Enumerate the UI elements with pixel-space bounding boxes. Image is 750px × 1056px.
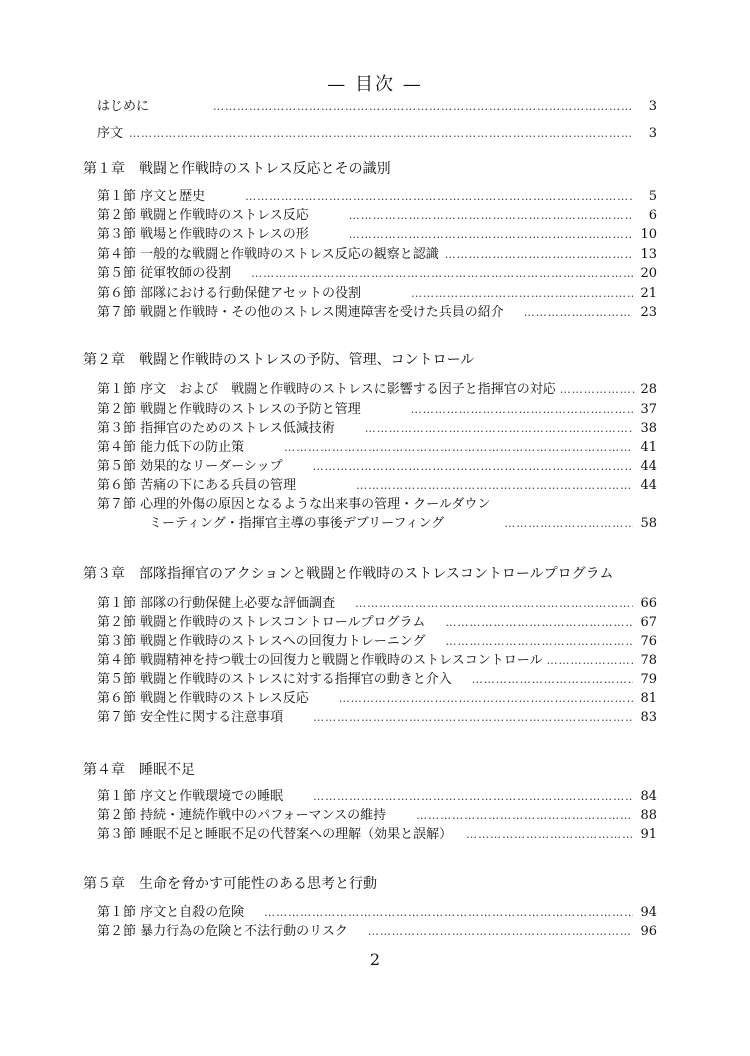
leader-dots [546,651,635,671]
toc-entry-page: 58 [640,516,657,531]
toc-entry-page: 5 [648,189,657,204]
toc-entry-label: 第２節 暴力行為の危険と不法行動のリスク [97,924,348,939]
chapter-heading[interactable]: 第１章 戦闘と作戦時のストレス反応とその識別 [83,161,391,177]
toc-entry-page: 91 [640,827,657,842]
toc-entry[interactable] [97,225,657,245]
page-number: 2 [369,950,381,969]
toc-entry[interactable] [97,903,657,923]
toc-entry-label: 第６節 部隊における行動保健アセットの役割 [97,286,362,301]
toc-entry-page: 66 [640,596,657,611]
leader-dots [264,903,633,923]
toc-entry[interactable] [97,787,657,807]
toc-entry[interactable] [97,922,657,942]
toc-title: — 目次 — [327,74,423,95]
toc-entry[interactable] [97,689,657,709]
toc-entry[interactable] [97,594,657,614]
leader-dots [524,303,633,323]
toc-entry-continuation[interactable] [149,514,657,534]
toc-entry-page: 28 [640,382,657,397]
toc-entry-page: 44 [640,459,657,474]
toc-entry[interactable] [97,476,657,496]
toc-entry[interactable] [97,457,657,477]
leader-dots [245,187,633,207]
toc-entry-page: 38 [640,421,657,436]
toc-entry-label: 第２節 戦闘と作戦時のストレス反応 [97,208,309,223]
toc-entry-label: 第６節 苦痛の下にある兵員の管理 [97,478,297,493]
leader-dots [251,264,633,284]
leader-dots [349,225,633,245]
toc-entry-page: 81 [640,691,657,706]
toc-entry[interactable] [97,187,657,207]
toc-entry[interactable] [97,380,657,400]
toc-entry-page: 96 [640,924,657,939]
leader-dots [349,206,633,226]
toc-entry-label: 第５節 戦闘と作戦時のストレスに対する指揮官の動きと介入 [97,672,452,687]
leader-dots [411,284,633,304]
toc-entry-page: 3 [648,126,657,141]
leader-dots [313,457,633,477]
toc-entry-page: 44 [640,478,657,493]
leader-dots [339,689,633,709]
toc-entry-label: 第４節 戦闘精神を持つ戦士の回復力と戦闘と作戦時のストレスコントロール [97,653,543,668]
toc-entry-label: 第６節 戦闘と作戦時のストレス反応 [97,691,309,706]
leader-dots [213,97,633,117]
toc-entry[interactable] [97,495,657,515]
toc-entry[interactable] [97,303,657,323]
toc-entry-label: 第４節 能力低下の防止策 [97,440,245,455]
toc-entry-page: 67 [640,615,657,630]
leader-dots [368,922,633,942]
toc-entry-label: 第５節 従軍牧師の役割 [97,266,232,281]
leader-dots [355,594,633,614]
leader-dots [560,380,635,400]
toc-entry[interactable] [97,264,657,284]
leader-dots [472,670,633,690]
toc-entry-page: 21 [640,286,657,301]
toc-entry-label: 第１節 序文と作戦環境での睡眠 [97,789,284,804]
leader-dots [313,708,633,728]
toc-entry-label: 第２節 持続・連続作戦中のパフォーマンスの維持 [97,808,387,823]
toc-entry[interactable] [97,400,657,420]
toc-entry-page: 41 [640,440,657,455]
toc-entry[interactable] [97,651,657,671]
toc-entry[interactable] [97,284,657,304]
leader-dots [466,825,633,845]
toc-entry-label: 第７節 戦闘と作戦時・その他のストレス関連障害を受けた兵員の紹介 [97,305,504,320]
toc-entry-label: 第４節 一般的な戦闘と作戦時のストレス反応の観察と認識 [97,247,439,262]
leader-dots [416,806,633,826]
toc-entry-label: 第１節 序文 および 戦闘と作戦時のストレスに影響する因子と指揮官の対応 [97,382,556,397]
toc-entry[interactable] [97,613,657,633]
leader-dots [313,787,633,807]
toc-entry-page: 76 [640,634,657,649]
toc-entry[interactable] [97,206,657,226]
toc-entry[interactable] [97,708,657,728]
toc-entry[interactable] [97,670,657,690]
toc-entry-label: 第１節 序文と自殺の危険 [97,905,245,920]
toc-entry-page: 13 [640,247,657,262]
toc-entry-label: はじめに [97,99,150,114]
toc-entry[interactable] [97,97,657,117]
chapter-heading[interactable]: 第５章 生命を脅かす可能性のある思考と行動 [83,876,377,892]
leader-dots [284,438,633,458]
toc-entry-label: 第１節 部隊の行動保健上必要な評価調査 [97,596,336,611]
toc-entry-page: 79 [640,672,657,687]
toc-entry-label: 第７節 心理的外傷の原因となるような出来事の管理・クールダウン [97,497,491,512]
toc-entry-label: 第５節 効果的なリーダーシップ [97,459,283,474]
chapter-heading[interactable]: 第４章 睡眠不足 [83,762,195,778]
toc-entry-label: 第１節 序文と歴史 [97,189,206,204]
toc-entry-page: 20 [640,266,657,281]
toc-entry-label: 第３節 睡眠不足と睡眠不足の代替案への理解（効果と誤解） [97,827,453,842]
toc-entry[interactable] [97,124,657,144]
toc-entry-label: 第２節 戦闘と作戦時のストレスコントロールプログラム [97,615,426,630]
leader-dots [445,613,633,633]
toc-entry-page: 83 [640,710,657,725]
toc-entry-label: ミーティング・指揮官主導の事後デブリーフィング [149,516,445,531]
toc-entry[interactable] [97,419,657,439]
toc-entry-page: 88 [640,808,657,823]
toc-entry-label: 第３節 指揮官のためのストレス低減技術 [97,421,335,436]
toc-entry[interactable] [97,806,657,826]
leader-dots [356,476,633,496]
toc-entry-label: 第７節 安全性に関する注意事項 [97,710,284,725]
chapter-heading[interactable]: 第３章 部隊指揮官のアクションと戦闘と作戦時のストレスコントロールプログラム [83,566,614,582]
toc-entry[interactable] [97,632,657,652]
toc-entry-page: 6 [648,208,657,223]
toc-entry-page: 84 [640,789,657,804]
toc-entry[interactable] [97,245,657,265]
toc-entry-page: 78 [640,653,657,668]
toc-entry-page: 94 [640,905,657,920]
leader-dots [445,632,633,652]
toc-entry-page: 37 [640,402,657,417]
toc-entry-label: 序文 [97,126,124,141]
toc-entry-page: 3 [648,99,657,114]
toc-entry-label: 第３節 戦場と作戦時のストレスの形 [97,227,309,242]
leader-dots [411,400,633,420]
toc-entry[interactable] [97,825,657,845]
leader-dots [504,514,633,534]
toc-entry-page: 10 [640,227,657,242]
leader-dots [445,245,633,265]
chapter-heading[interactable]: 第２章 戦闘と作戦時のストレスの予防、管理、コントロール [83,352,475,368]
leader-dots [365,419,633,439]
toc-entry[interactable] [97,438,657,458]
toc-entry-page: 23 [640,305,657,320]
toc-entry-label: 第３節 戦闘と作戦時のストレスへの回復力トレーニング [97,634,426,649]
leader-dots [129,124,633,144]
toc-entry-label: 第２節 戦闘と作戦時のストレスの予防と管理 [97,402,361,417]
